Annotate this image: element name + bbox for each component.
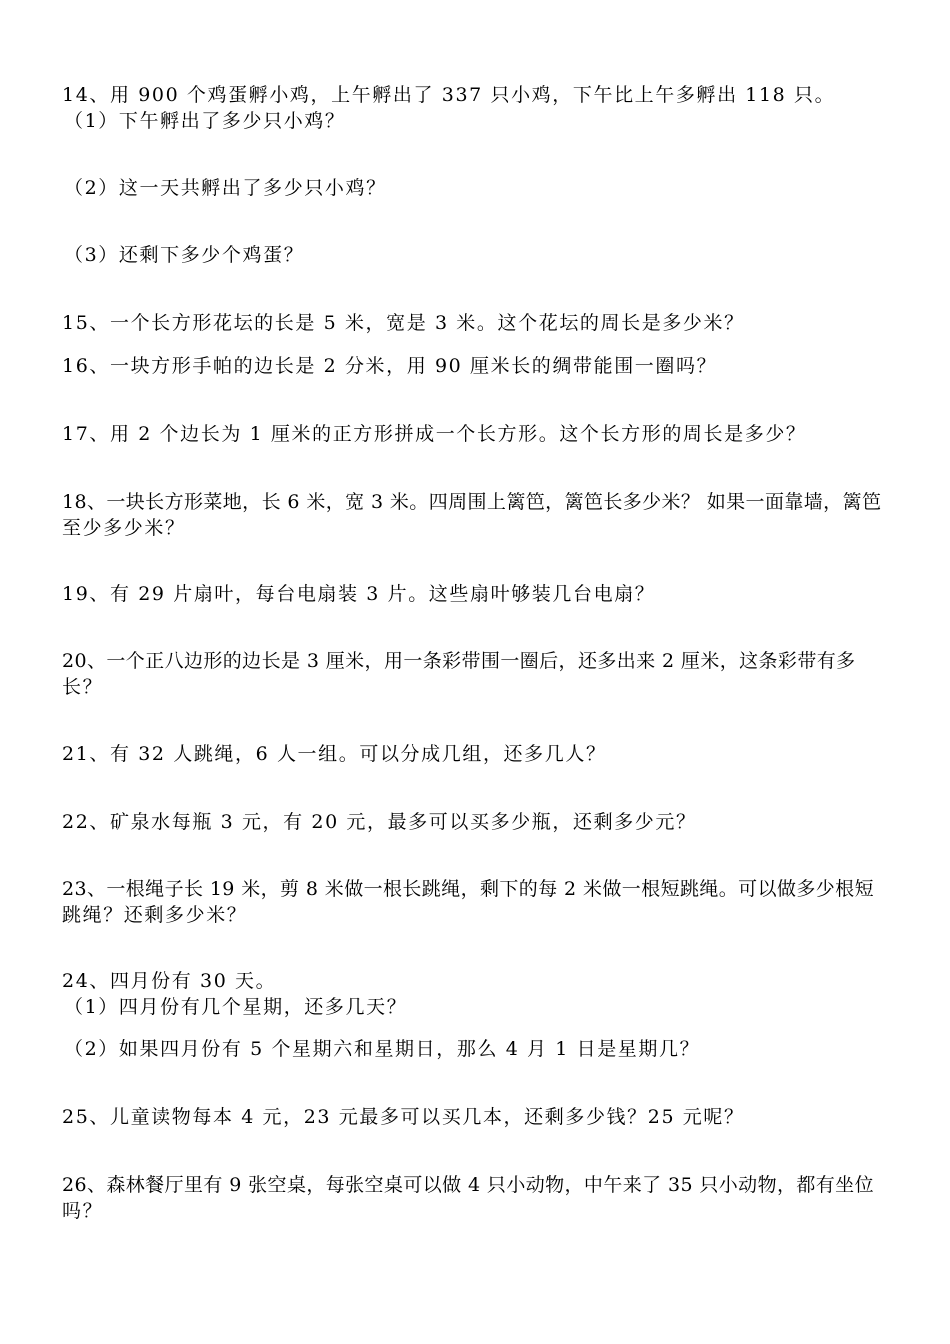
question-14-part-3: （3）还剩下多少个鸡蛋？ — [64, 244, 305, 266]
question-18-line-2: 至少多少米？ — [62, 517, 186, 539]
question-24-part-1: （1）四月份有几个星期，还多几天？ — [64, 996, 408, 1018]
question-18-line-1: 18、一块长方形菜地，长 6 米，宽 3 米。四周围上篱笆，篱笆长多少米？ 如果一面靠墙，篱笆 — [62, 491, 882, 513]
question-24-stem: 24、四月份有 30 天。 — [62, 970, 277, 992]
question-22: 22、矿泉水每瓶 3 元，有 20 元，最多可以买多少瓶，还剩多少元？ — [62, 811, 697, 833]
question-23-line-1: 23、一根绳子长 19 米，剪 8 米做一根长跳绳，剩下的每 2 米做一根短跳绳。可以做多少根短 — [62, 878, 874, 900]
question-26-line-2: 吗？ — [62, 1200, 104, 1222]
question-24-part-2: （2）如果四月份有 5 个星期六和星期日，那么 4 月 1 日是星期几？ — [64, 1038, 701, 1060]
question-23-line-2: 跳绳？还剩多少米？ — [62, 904, 248, 926]
question-21: 21、有 32 人跳绳，6 人一组。可以分成几组，还多几人？ — [62, 743, 607, 765]
question-20-line-1: 20、一个正八边形的边长是 3 厘米，用一条彩带围一圈后，还多出来 2 厘米，这条彩带有多 — [62, 650, 856, 672]
question-17: 17、用 2 个边长为 1 厘米的正方形拼成一个长方形。这个长方形的周长是多少？ — [62, 423, 807, 445]
question-20-line-2: 长？ — [62, 676, 104, 698]
question-26-line-1: 26、森林餐厅里有 9 张空桌，每张空桌可以做 4 只小动物，中午来了 35 只小动物，都有坐位 — [62, 1174, 874, 1196]
question-15: 15、一个长方形花坛的长是 5 米，宽是 3 米。这个花坛的周长是多少米？ — [62, 312, 745, 334]
question-14-part-1: （1）下午孵出了多少只小鸡？ — [64, 110, 346, 132]
question-25: 25、儿童读物每本 4 元，23 元最多可以买几本，还剩多少钱？25 元呢？ — [62, 1106, 745, 1128]
question-14-part-2: （2）这一天共孵出了多少只小鸡？ — [64, 177, 387, 199]
question-19: 19、有 29 片扇叶，每台电扇装 3 片。这些扇叶够装几台电扇？ — [62, 583, 656, 605]
question-14-stem: 14、用 900 个鸡蛋孵小鸡，上午孵出了 337 只小鸡，下午比上午多孵出 118 只。 — [62, 84, 836, 106]
question-16: 16、一块方形手帕的边长是 2 分米，用 90 厘米长的绸带能围一圈吗？ — [62, 355, 718, 377]
